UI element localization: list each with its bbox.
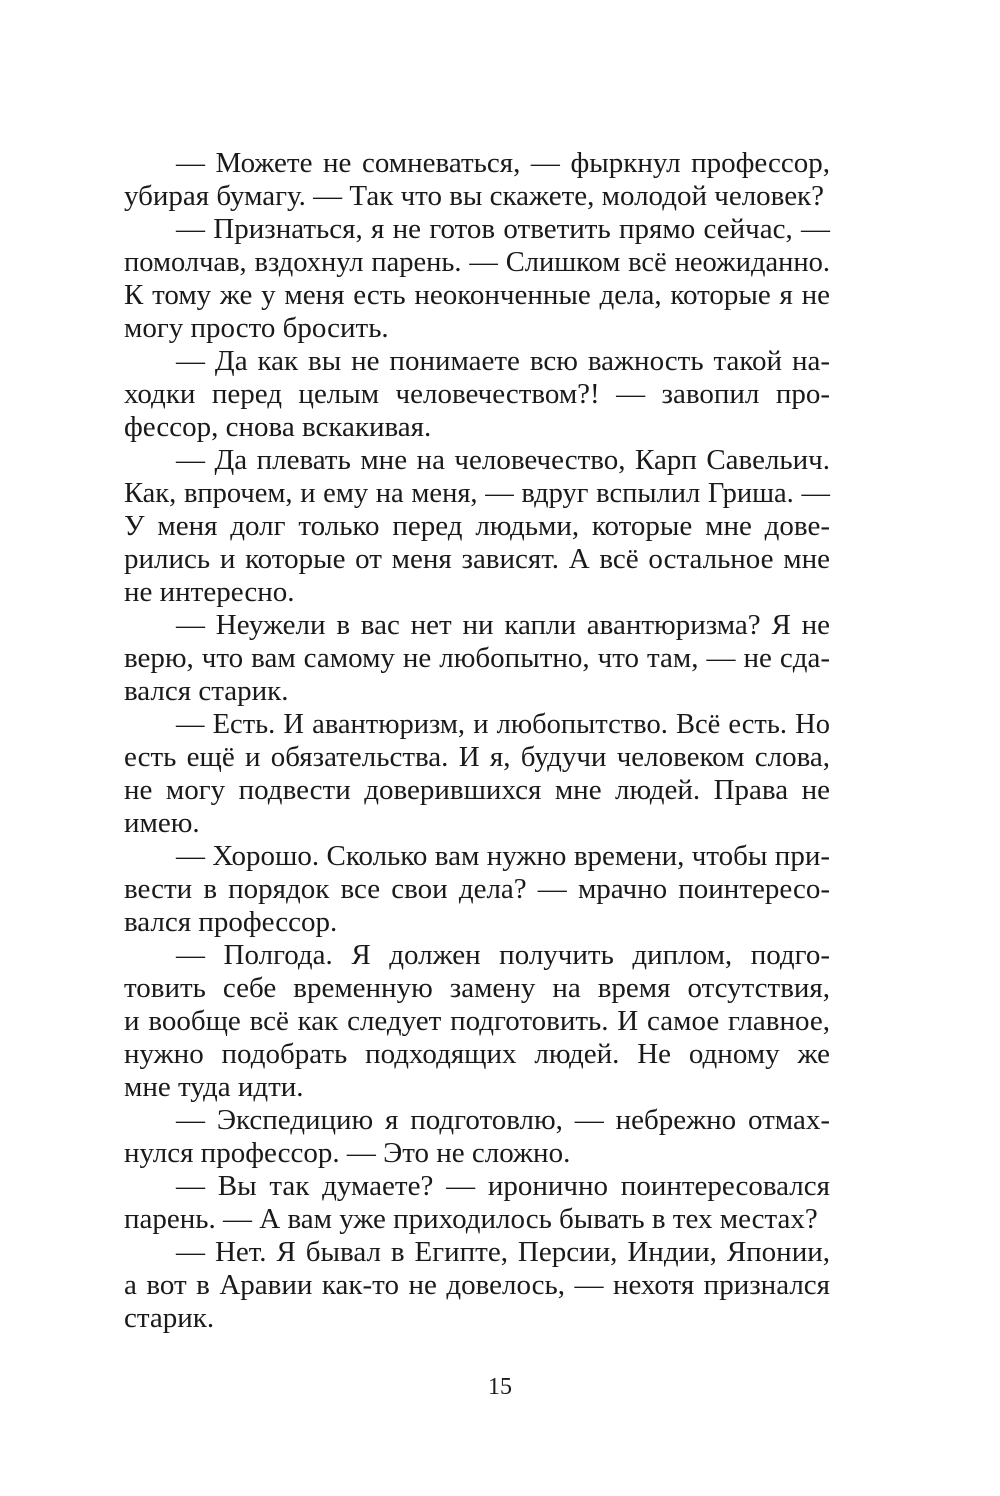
text-line: — Признаться, я не готов ответить прямо сейчас, —	[176, 213, 830, 245]
text-line: есть ещё и обязательства. И я, будучи человеком слова,	[124, 741, 830, 773]
text-line: мне туда идти.	[124, 1071, 304, 1103]
text-line: и вообще всё как следует подготовить. И самое главное,	[124, 1005, 830, 1037]
text-line: верю, что вам самому не любопытно, что там, — не сда-	[124, 642, 830, 674]
text-line: парень. — А вам уже приходилось бывать в тех местах?	[124, 1203, 818, 1235]
text-line: имею.	[124, 807, 200, 839]
text-line: ходки перед целым человечеством?! — завопил про-	[124, 378, 830, 410]
text-line: — Хорошо. Сколько вам нужно времени, чтобы при-	[176, 840, 830, 872]
text-line: — Полгода. Я должен получить диплом, подго-	[176, 939, 830, 971]
text-line: — Можете не сомневаться, — фыркнул профессор,	[176, 147, 830, 179]
text-line: — Да плевать мне на человечество, Карп Савельич.	[176, 444, 830, 476]
text-line: не могу подвести доверившихся мне людей. Права не	[124, 774, 830, 806]
text-line: вести в порядок все свои дела? — мрачно поинтересо-	[124, 873, 830, 905]
text-line: — Есть. И авантюризм, и любопытство. Всё есть. Но	[176, 709, 830, 740]
text-line: нулся профессор. — Это не сложно.	[124, 1137, 571, 1169]
text-line: У меня долг только перед людьми, которые мне дове-	[124, 510, 830, 542]
text-line: — Экспедицию я подготовлю, — небрежно отмах-	[176, 1104, 830, 1136]
text-line: рились и которые от меня зависят. А всё остальное мне	[124, 543, 830, 575]
text-line: К тому же у меня есть неоконченные дела, которые я не	[124, 279, 830, 311]
text-line: вался старик.	[124, 675, 289, 707]
text-line: могу просто бросить.	[124, 312, 389, 344]
text-line: убирая бумагу. — Так что вы скажете, молодой человек?	[124, 180, 825, 212]
text-line: фессор, снова вскакивая.	[124, 411, 432, 443]
text-line: а вот в Аравии как-то не довелось, — нехотя признался	[124, 1269, 830, 1301]
text-line: не интересно.	[124, 576, 295, 608]
text-line: — Неужели в вас нет ни капли авантюризма? Я не	[176, 609, 830, 641]
text-line: — Да как вы не понимаете всю важность такой на-	[176, 345, 830, 377]
text-line: Как, впрочем, и ему на меня, — вдруг вспылил Гриша. —	[124, 478, 830, 509]
text-line: помолчав, вздохнул парень. — Слишком всё неожиданно.	[124, 247, 830, 278]
text-line: нужно подобрать подходящих людей. Не одному же	[124, 1038, 830, 1070]
text-line: товить себе временную замену на время отсутствия,	[124, 972, 830, 1004]
page-number: 15	[488, 1374, 512, 1400]
text-line: вался профессор.	[124, 906, 338, 938]
text-line: — Нет. Я бывал в Египте, Персии, Индии, Японии,	[176, 1236, 830, 1268]
text-line: — Вы так думаете? — иронично поинтересовался	[176, 1170, 830, 1202]
text-line: старик.	[124, 1302, 215, 1334]
